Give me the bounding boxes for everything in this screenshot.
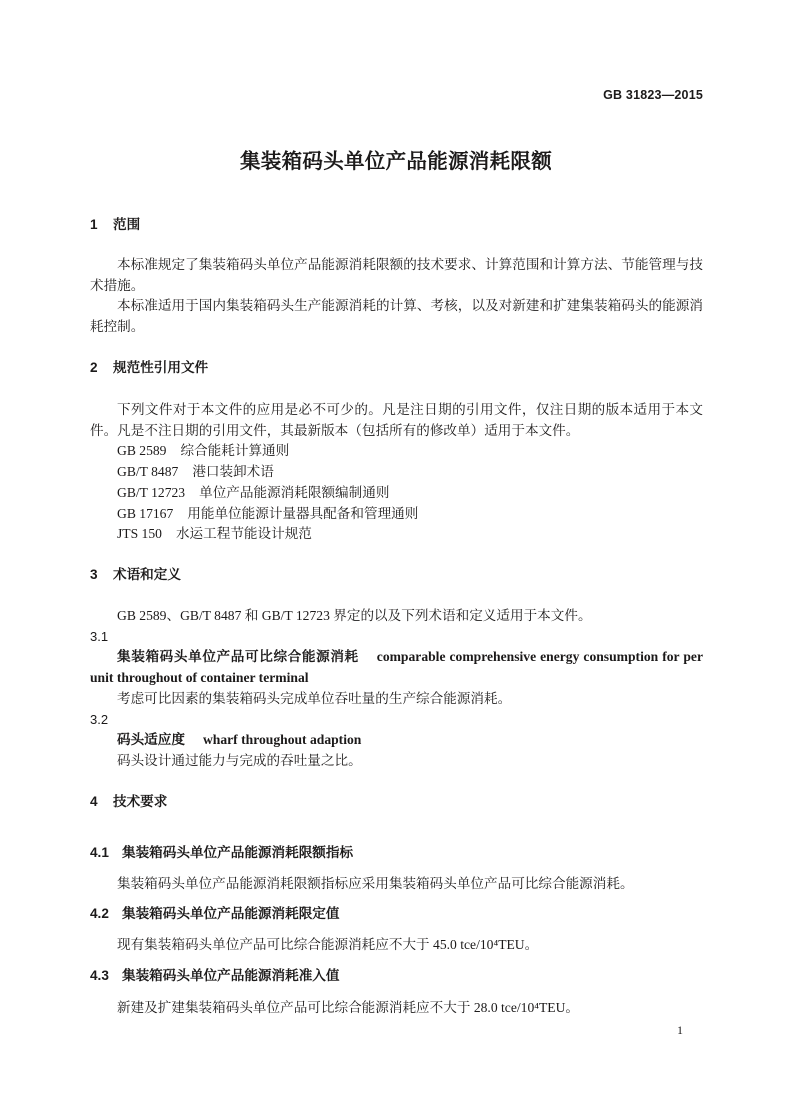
subsection-4-1-heading <box>90 843 353 864</box>
paragraph: 本标准规定了集装箱码头单位产品能源消耗限额的技术要求、计算范围和计算方法、节能管理与技术措施。 <box>90 257 703 293</box>
term-title <box>90 730 703 751</box>
subsection-number: 4.2 <box>90 906 109 921</box>
term-title-zh: 集装箱码头单位产品可比综合能源消耗 <box>117 649 359 665</box>
section-title: 技术要求 <box>113 794 168 809</box>
term-definition: 考虑可比因素的集装箱码头完成单位吞吐量的生产综合能源消耗。 <box>117 690 512 706</box>
standard-code: GB 31823—2015 <box>603 88 703 102</box>
subsection-4-1-body <box>90 874 703 895</box>
term-title-en: wharf throughout adaption <box>202 732 362 748</box>
subsection-title: 集装箱码头单位产品能源消耗准入值 <box>122 968 340 983</box>
term-definition: 码头设计通过能力与完成的吞吐量之比。 <box>117 752 362 768</box>
section-3-heading <box>90 565 181 586</box>
reference-name: 港口装卸术语 <box>192 464 274 480</box>
section-1-heading <box>90 215 140 236</box>
subsection-title: 集装箱码头单位产品能源消耗限定值 <box>122 906 340 921</box>
reference-item <box>90 483 703 504</box>
subsection-4-3-heading <box>90 966 340 987</box>
section-number: 3 <box>90 567 98 582</box>
reference-item <box>90 441 703 462</box>
document-title: 集装箱码头单位产品能源消耗限额 <box>240 150 552 173</box>
subsection-4-3-body <box>90 998 703 1019</box>
subsection-title: 集装箱码头单位产品能源消耗限额指标 <box>122 845 354 860</box>
reference-name: 水运工程节能设计规范 <box>175 526 312 542</box>
section-title: 规范性引用文件 <box>113 360 209 375</box>
paragraph: 集装箱码头单位产品能源消耗限额指标应采用集装箱码头单位产品可比综合能源消耗。 <box>117 876 634 891</box>
term-number: 3.1 <box>90 628 109 644</box>
page-number: 1 <box>677 1023 683 1037</box>
section-3-body <box>90 606 703 772</box>
section-title: 术语和定义 <box>113 567 181 582</box>
paragraph: 新建及扩建集装箱码头单位产品可比综合能源消耗应不大于 28.0 tce/10⁴TEU。 <box>117 1000 579 1015</box>
term-title-en: comparable comprehensive energy consumption for per unit throughout of container terminal <box>90 649 703 686</box>
section-title: 范围 <box>113 217 141 232</box>
reference-name: 单位产品能源消耗限额编制通则 <box>199 484 390 500</box>
reference-name: 用能单位能源计量器具配备和管理通则 <box>187 505 419 521</box>
reference-item <box>90 504 703 525</box>
section-1-body <box>90 255 703 338</box>
term-title-zh: 码头适应度 <box>117 732 185 748</box>
reference-code: GB 17167 <box>117 505 174 521</box>
reference-item <box>90 462 703 483</box>
reference-code: GB 2589 <box>117 443 167 459</box>
section-2-heading <box>90 358 208 379</box>
paragraph: 本标准适用于国内集装箱码头生产能源消耗的计算、考核，以及对新建和扩建集装箱码头的能源消耗控制。 <box>90 298 703 335</box>
reference-item <box>90 524 703 545</box>
paragraph: 现有集装箱码头单位产品可比综合能源消耗应不大于 45.0 tce/10⁴TEU。 <box>117 937 539 952</box>
section-number: 1 <box>90 217 98 232</box>
subsection-4-2-body <box>90 935 703 956</box>
term-title <box>90 647 703 688</box>
term-number: 3.2 <box>90 711 109 727</box>
subsection-number: 4.1 <box>90 845 109 860</box>
section-number: 4 <box>90 794 98 809</box>
section-2-body <box>90 400 703 545</box>
paragraph: GB 2589、GB/T 8487 和 GB/T 12723 界定的以及下列术语和定义适用于本文件。 <box>117 608 592 623</box>
paragraph: 下列文件对于本文件的应用是必不可少的。凡是注日期的引用文件，仅注日期的版本适用于本文件。凡是不注日期的引用文件，其最新版本（包括所有的修改单）适用于本文件。 <box>90 402 703 438</box>
reference-code: GB/T 12723 <box>117 484 186 500</box>
reference-code: GB/T 8487 <box>117 464 179 480</box>
subsection-number: 4.3 <box>90 968 109 983</box>
reference-name: 综合能耗计算通则 <box>180 443 290 459</box>
section-4-heading <box>90 792 167 813</box>
reference-code: JTS 150 <box>117 526 162 542</box>
subsection-4-2-heading <box>90 904 340 925</box>
section-number: 2 <box>90 360 98 375</box>
